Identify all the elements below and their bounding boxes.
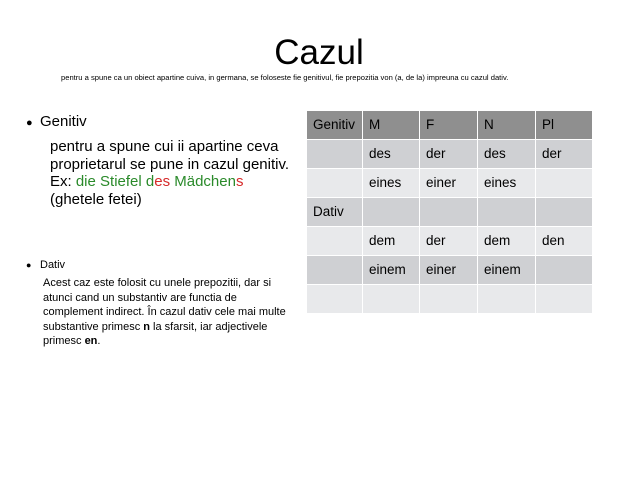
table-row — [307, 285, 593, 314]
dativ-text: la sfarsit, iar adjectivele primesc — [43, 320, 268, 347]
example-ending: es — [154, 173, 171, 190]
table-cell: dem — [363, 227, 420, 256]
table-cell — [420, 285, 478, 314]
table-cell — [420, 198, 478, 227]
table-cell — [307, 285, 363, 314]
example-word: Mädchen — [170, 173, 236, 190]
table-cell: des — [478, 140, 536, 169]
dativ-text: Acest caz este folosit cu unele prepozitii, dar si atunci cand un substantiv are functia de complement indirect. În cazul dativ cele mai multe substantive primesc — [43, 277, 286, 333]
table-cell: den — [536, 227, 593, 256]
dativ-text: . — [97, 335, 101, 347]
slide-title: Cazul — [274, 33, 364, 72]
table-cell: Dativ — [307, 198, 363, 227]
example-word: die Stiefel — [75, 173, 146, 190]
table-cell: des — [363, 140, 420, 169]
table-cell: einem — [478, 256, 536, 285]
table-cell — [363, 285, 420, 314]
table-row — [307, 140, 593, 169]
table-cell — [363, 198, 420, 227]
example-ending: s — [235, 173, 244, 190]
bullet-dot-icon: ● — [26, 117, 33, 129]
table-cell — [478, 198, 536, 227]
table-cell: Genitiv — [307, 111, 363, 140]
slide-subtitle: pentru a spune ca un obiect apartine cuiva, in germana, se foloseste fie genitivul, fie prepozitia von (a, de la) impreuna cu cazul dativ. — [61, 73, 509, 82]
table-cell: dem — [478, 227, 536, 256]
table-row — [307, 256, 593, 285]
table-cell — [536, 285, 593, 314]
table-row — [307, 169, 593, 198]
table-row — [307, 198, 593, 227]
table-cell — [536, 169, 593, 198]
table-cell — [307, 169, 363, 198]
articles-table — [306, 110, 593, 314]
table-cell: einer — [420, 256, 478, 285]
table-row — [307, 227, 593, 256]
table-cell: der — [420, 140, 478, 169]
table-cell: eines — [478, 169, 536, 198]
table-cell: der — [420, 227, 478, 256]
genitiv-explanation — [50, 138, 308, 208]
genitiv-text: pentru a spune cui ii apartine ceva proprietarul se pune in cazul genitiv. — [50, 138, 290, 173]
bullet-dot-icon: ● — [26, 260, 32, 270]
example-prefix: Ex: — [50, 173, 76, 190]
example-word: d — [145, 173, 155, 190]
table-cell: eines — [363, 169, 420, 198]
table-cell: N — [478, 111, 536, 140]
table-cell — [307, 227, 363, 256]
table-cell — [536, 198, 593, 227]
table-cell — [307, 256, 363, 285]
table-cell: M — [363, 111, 420, 140]
table-cell — [536, 256, 593, 285]
table-cell: der — [536, 140, 593, 169]
dativ-bold-en: en — [84, 335, 98, 347]
dativ-bold-n: n — [143, 320, 150, 333]
example-translation: (ghetele fetei) — [50, 190, 142, 208]
dativ-heading: Dativ — [40, 259, 66, 271]
table-cell — [478, 285, 536, 314]
dativ-explanation — [43, 276, 298, 349]
genitiv-heading: Genitiv — [40, 113, 87, 130]
dativ-bullet — [26, 258, 65, 272]
table-cell — [307, 140, 363, 169]
table-header-row — [307, 111, 593, 140]
table-cell: einer — [420, 169, 478, 198]
table-cell: Pl — [536, 111, 593, 140]
genitiv-bullet — [26, 113, 87, 132]
table-cell: F — [420, 111, 478, 140]
table-cell: einem — [363, 256, 420, 285]
